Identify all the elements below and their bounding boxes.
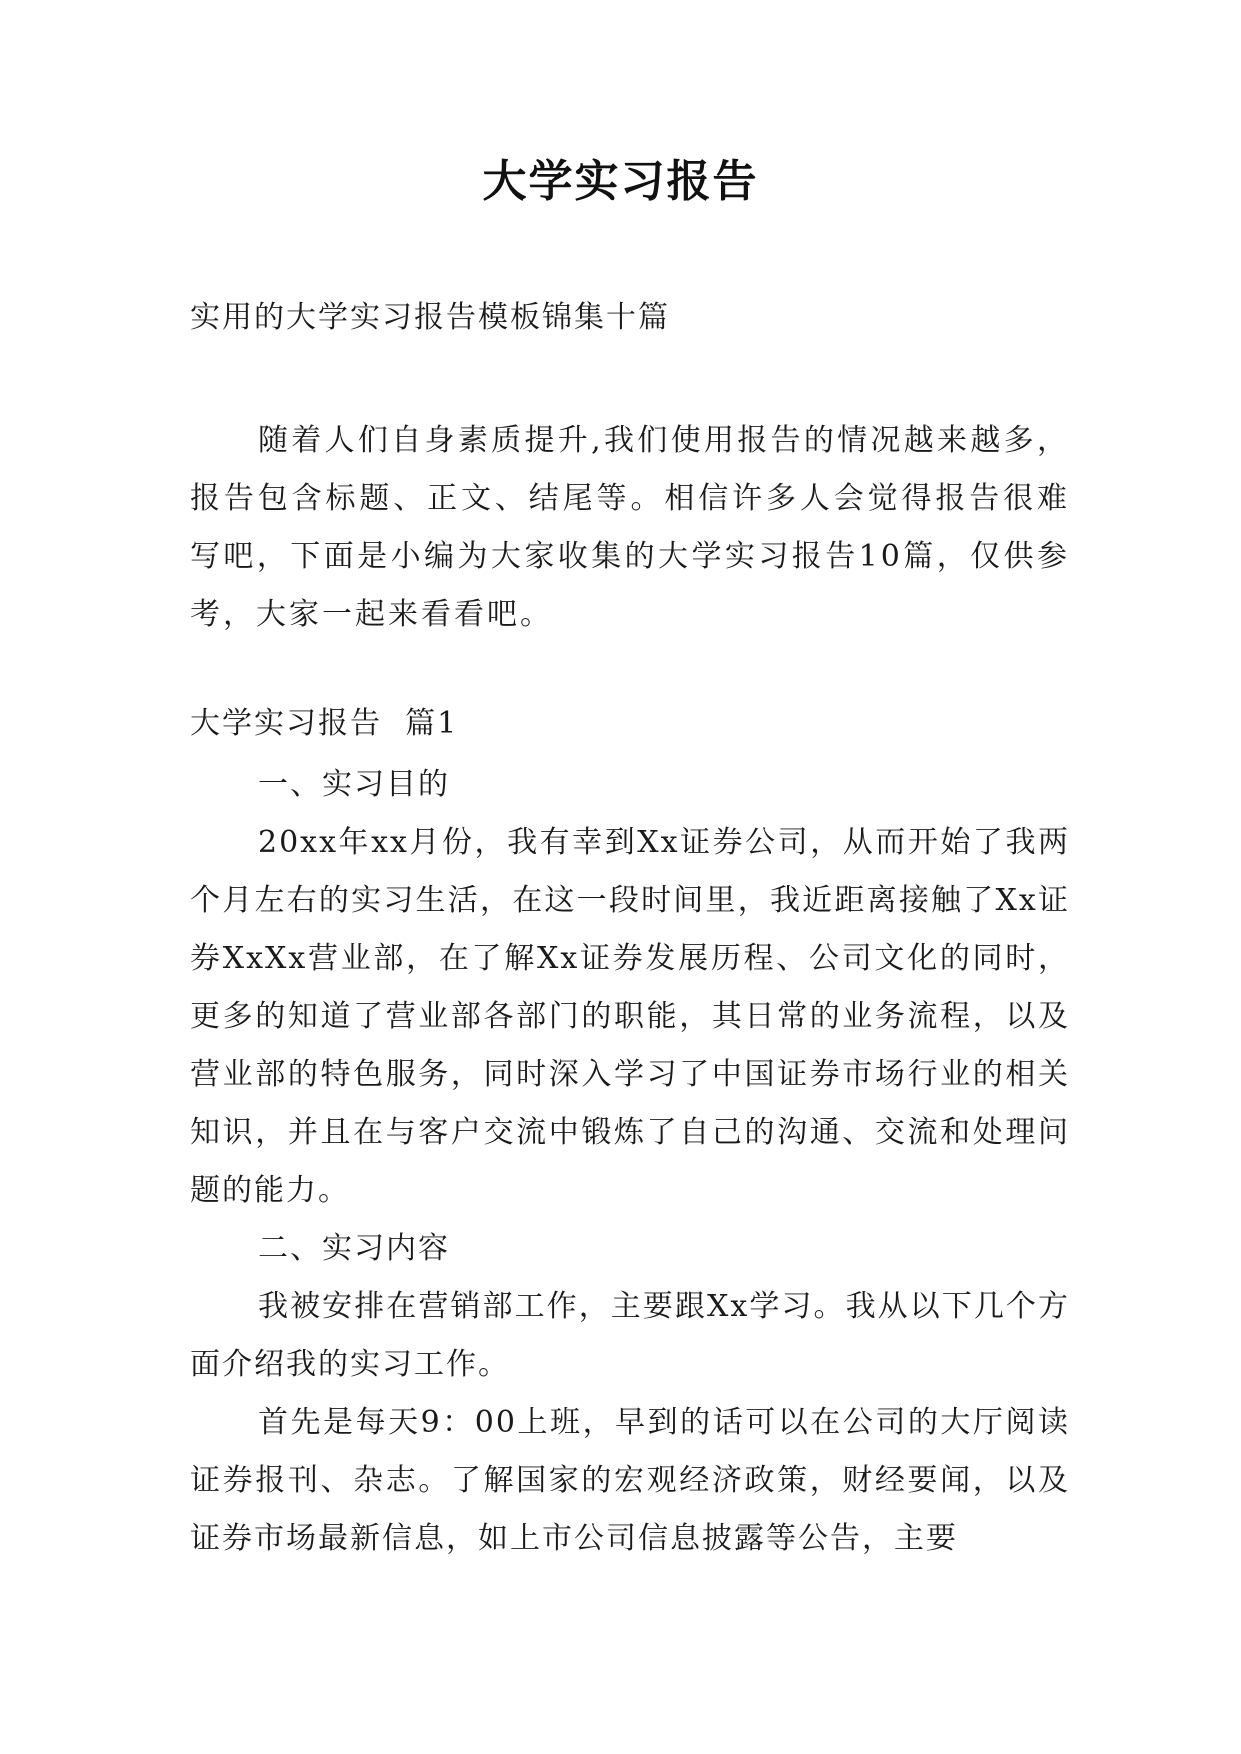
heading-internship-content: 二、实习内容 xyxy=(258,1231,450,1266)
paragraph-daily-routine: 首先是每天9：00上班，早到的话可以在公司的大厅阅读证券报刊、杂志。了解国家的宏观经济政策，财经要闻，以及证券市场最新信息，如上市公司信息披露等公告，主要 xyxy=(190,1405,1070,1556)
intro-paragraph: 随着人们自身素质提升,我们使用报告的情况越来越多，报告包含标题、正文、结尾等。相信许多人会觉得报告很难写吧，下面是小编为大家收集的大学实习报告10篇，仅供参考，大家一起来看看吧。 xyxy=(190,423,1070,632)
section-heading: 大学实习报告 篇1 xyxy=(190,706,459,741)
document-subtitle: 实用的大学实习报告模板锦集十篇 xyxy=(190,300,670,335)
paragraph-purpose: 20xx年xx月份，我有幸到Xx证券公司，从而开始了我两个月左右的实习生活，在这一段时间里，我近距离接触了Xx证券XxXx营业部，在了解Xx证券发展历程、公司文化的同时，更多的知道了营业部各部门的职能，其日常的业务流程，以及营业部的特色服务，同时深入学习了中国证券市场行业的相关知识，并且在与客户交流中锻炼了自己的沟通、交流和处理问题的能力。 xyxy=(190,825,1070,1208)
paragraph-assignment: 我被安排在营销部工作，主要跟Xx学习。我从以下几个方面介绍我的实习工作。 xyxy=(190,1289,1070,1382)
document-title: 大学实习报告 xyxy=(482,156,759,207)
heading-internship-purpose: 一、实习目的 xyxy=(258,767,450,802)
section-content xyxy=(190,756,1070,1568)
